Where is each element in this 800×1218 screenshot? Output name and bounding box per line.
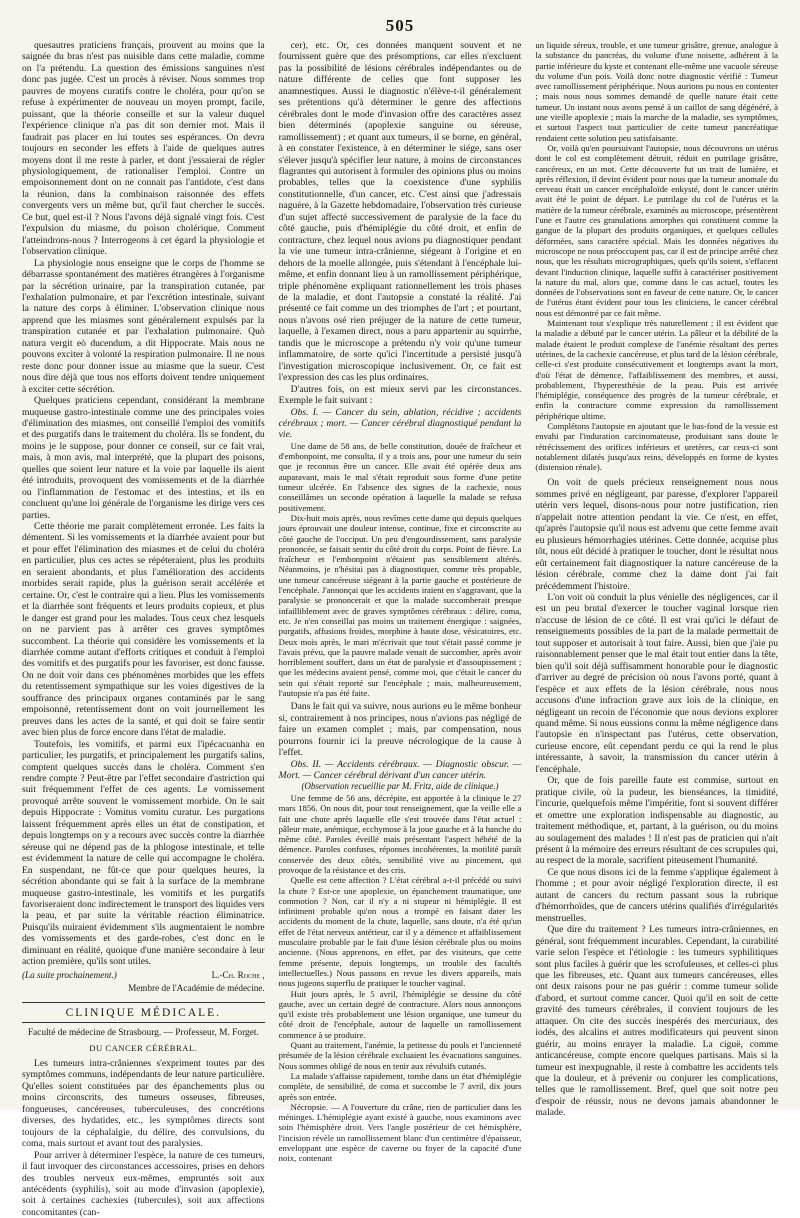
section-title: CLINIQUE MÉDICALE. (65, 1006, 222, 1019)
author-title-row (22, 983, 265, 994)
observation-heading: Obs. II. — Accidents cérébraux. — Diagnostic obscur. — Mort. — Cancer cérébral dérivant d'un cancer utérin. (278, 758, 522, 781)
continuation-note: (La suite prochainement.) (22, 969, 117, 980)
paragraph: Dans le fait qui va suivre, nous aurions eu le même bonheur si, contrairement à nos principes, nous n'avions pas négligé de faire un examen complet ; mais, par compensation, nous pourrons fournir ici la preuve nécrologique de la cause à l'effet. (278, 701, 522, 759)
paragraph: Pour arriver à déterminer l'espèce, la nature de ces tumeurs, il faut invoquer des circonstances accessoires, prises en dehors des troubles nerveux eux-mêmes, empruntés soit aux antécédents (syphilis), soit au mode d'invasion (apoplexie), soit à certaines cachexies (tubercules), soit aux affections concomitantes (can- (22, 1149, 265, 1218)
paragraph: Que dire du traitement ? Les tumeurs intra-crâniennes, en général, sont fréquemment incurables. Cependant, la curabilité varie selon l'espèce et l'étiologie : les tumeurs syphilitiques sont plus faciles à guérir que les scrofuleuses, et celles-ci plus que les fibreuses, etc. Quant aux tumeurs cancéreuses, elles ont deux raisons pour ne pas guérir : comme tumeur solide d'abord, et surtout comme cancer. Quoi qu'il en soit de cette gravité des tumeurs cérébrales, il convient toujours de les attaquer. On cite des succès inespérés des mercuriaux, des iodés, des alcalins et autres modificateurs qui peuvent sinon guérir, au moins enrayer la maladie. La ciguë, comme anticancéreuse, compte encore quelques partisans. Mais si la tumeur est inexpugnable, il reste à combattre les accidents tels que la douleur, et à prévenir ou conjurer les complications, telles que le ramollissement. Bref, quel que soit notre peu d'espoir de réussir, nous ne devons jamais abandonner le malade. (535, 924, 779, 1119)
paragraph: L'on voit où conduit la plus vénielle des négligences, car il est un peu brutal d'exercer le toucher vaginal lorsque rien n'accuse de lésion de ce côté. Il est vrai qu'ici le défaut de renseignements possibles de la part de la malade permettait de tout supposer et autorisait à tout faire. Aussi, bien que j'aie pu raisonnablement penser que le mal était tout entier dans la tête, bien qu'il soit déjà suffisamment honorable pour le diagnostic d'arriver au degré de précision où nous l'avons porté, quant à l'espèce et aux effets de la lésion cérébrale, nous nous accusons d'une infraction grave aux lois de la clinique, en négligeant un recoin de l'économie que nous devions explorer quand même. Si nous eussions connu la même négligence dans l'autopsie en n'inspectant pas l'utérus, cette observation, curieuse encore, eût cependant perdu ce qui la rend le plus intéressante, à savoir, la transmission du cancer utérin à l'encéphale. (535, 592, 779, 775)
paragraph: Huit jours après, le 5 avril, l'hémiplégie se dessine du côté gauche, avec un certain degré de contracture. Alors nous annonçons qu'il existe très probablement une lésion organique, une tumeur du côté droit de l'encéphale, autour de laquelle un ramollissement commence à se produire. (278, 988, 522, 1040)
observation-1-text (279, 441, 522, 698)
paragraph: Une dame de 58 ans, de belle constitution, douée de fraîcheur et d'embonpoint, me consulta, il y a trois ans, pour une tumeur du sein que je reconnus être un cancer. Elle avait été opérée deux ans auparavant, mais le mal s'était reproduit sous forme d'une petite tumeur ulcérée. En l'absence des signes de la cachexie, nous conseillâmes un seconde opération à laquelle la malade se refusa positivement. (278, 440, 522, 513)
divider (22, 1002, 265, 1003)
paragraph: La malade s'affaisse rapidement, tombe dans un état d'hémiplégie complète, de sensibilité, de coma et succombe le 7 avril, dix jours après son entrée. (278, 1070, 522, 1102)
paragraph: Maintenant tout s'explique très naturellement ; il est évident que la maladie a débuté par le cancer utérin. La pâleur et la débilité de la malade étaient le produit complexe de l'anémie résultant des pertes utérines, de la cachexie cancéreuse, et plus tard de la lésion cérébrale, celle-ci s'est produite consécutivement et longtemps avant la mort, d'où l'état de démence, l'affaiblissement des membres, et aussi, probablement, l'hyperesthésie de la peau. Puis est arrivée l'hémiplégie, conséquence des progrès de la tumeur cérébrale, et enfin la contracture comme expression du ramollissement périphérique ultime. (535, 318, 779, 421)
signature-block (22, 970, 265, 981)
paragraph: Or, que de fois pareille faute est commise, surtout en pratique civile, où la pudeur, les bienséances, la timidité, l'incurie, quelquefois même l'impéritie, font si souvent différer et omettre une exploration indispensable au diagnostic, au traitement méthodique, et, partant, à la guérison, ou du moins au soulagement des malades ! Il n'est pas de praticien qui n'ait présent à la mémoire des erreurs résultant de ces scrupules qui, au respect de la morale, sacrifient piteusement l'humanité. (535, 775, 779, 867)
paragraph: Quelques praticiens cependant, considérant la membrane muqueuse gastro-intestinale comme une des principales voies d'élimination des miasmes, ont conseillé l'emploi des vomitifs et des purgatifs dans le traitement du choléra. Ils se fondent, du moins je le suppose, pour donner ce conseil, sur ce fait vrai, mais, à mon avis, mal interprété, que la plupart des poisons, quelles que soient leur nature et la voie par laquelle ils aient été introduits, provoquent des vomissements et de la diarrhée ou l'inflammation de l'estomac et des intestins, et ils en concluent qu'une loi générale de l'organisme les dirige vers ces parties. (22, 395, 265, 521)
paragraph: On voit de quels précieux renseignement nous nous sommes privé en négligeant, par paresse, d'explorer l'appareil utérin vers lequel, disons-nous pour notre justification, rien n'appelait notre attention pendant la vie. Ce n'est, en effet, qu'après l'autopsie qu'il nous est advenu que cette femme avait eu plusieurs hémorrhagies utérines. Cette donnée, acquise plus tôt, nous eût décidé à pratiquer le toucher, dont le résultat nous eût certainement fait diagnostiquer la nature cancéreuse de la lésion cérébrale, comme chez la dame dont j'ai fait précédemment l'histoire. (535, 477, 779, 592)
paragraph: Complétons l'autopsie en ajoutant que le bas-fond de la vessie est envahi par l'induration carcinomateuse, produisant sans doute le rétrécissement des orifices inférieurs et uretères, car ceux-ci sont notablement dilatés jusqu'aux reins, développés en forme de kystes (distension rénale). (535, 420, 779, 473)
paragraph: D'autres fois, on est mieux servi par les circonstances. Exemple le fait suivant : (278, 383, 522, 407)
page-number: 505 (385, 16, 415, 35)
observation-2-continued (535, 40, 778, 472)
paragraph: La physiologie nous enseigne que le corps de l'homme se débarrasse spontanément des matières étrangères à l'organisme par la sécrétion urinaire, par la transpiration cutanée, par l'exhalation pulmonaire, et par l'excrétion intestinale, suivant la nature des corps à éliminer. L'observation clinique nous apprend que les miasmes sont généralement expulsés par la transpiration cutanée et par l'exhalation pulmonaire. Quò natura vergit eò ducendum, a dit Hippocrate. Mais nous ne pouvons exciter à volonté la respiration pulmonaire. Il ne nous reste donc pour donner issue au miasme que la sueur. C'est nous dire déjà que tous nos efforts doivent tendre uniquement à exciter cette sécrétion. (22, 257, 265, 395)
divider (22, 1022, 265, 1023)
paragraph: quesautres praticiens français, prouvent au moins que la saignée du bras n'est pas nuisible dans cette maladie, comme on l'a prétendu. La question des émissions sanguines n'est donc pas jugée. C'est un procès à réviser. Nous sommes trop pauvres de moyens curatifs contre le choléra, pour qu'on se refuse à expérimenter de nouveau un moyen prompt, facile, puissant, que la théorie conseille et sur la valeur duquel l'expérience clinique n'a pas dit son dernier mot. Mais il faudrait pas placer en lui toutes ses espérances. On devra toujours en seconder les effets à l'aide de quelques autres moyens dont il me reste à parler, et dont j'essaierai de régler physiologiquement, de rationaliser l'emploi. Contre un empoisonnement dont on ne connait pas l'antidote, c'est dans la réunion, dans la combinaison raisonnée des effets convergents vers un même but, qu'il faut chercher le succès. Ce but, quel est-il ? Nous l'avons déjà signalé vingt fois. C'est l'expulsion du miasme, du poison cholérique. Comment l'atteindrons-nous ? Interrogeons à cet égard la physiologie et l'observation clinique. (22, 40, 265, 258)
observation-2-text (279, 793, 522, 1164)
paragraph: Nécropsie. — A l'ouverture du crâne, rien de particulier dans les méninges. L'hémiplégie ayant existé à gauche, nous examinons avec soin l'hémisphère droit. Vers l'angle postérieur de cet hémisphère, l'incision révèle un ramollissement blanc d'un centimètre d'épaisseur, enveloppant une espèce de caverne ou foyer de la capacité d'une noix, contenant (278, 1101, 522, 1164)
observation-note: (Observation recueillie par M. Fritz, aide de clinique.) (301, 781, 499, 792)
paragraph: Une femme de 56 ans, décrépite, est apportée à la clinique le 27 mars 1856. On nous dit, pour tout renseignement, que la veille elle a fait une chute après laquelle elle s'est trouvée dans l'état actuel : pâleur mate, anémique, ecchymose à la joue gauche et à la hanche du même côté. Paroles éveillé mais présentant l'aspect hébété de la démence. Paroles confuses, réponses incohérentes, la motilité paraît conservée des deux côtés, sensibilité vive au pincement, qui provoque de la résistance et des cris. (278, 792, 522, 875)
column-2 (278, 40, 522, 1164)
paragraph: cer), etc. Or, ces données manquent souvent et ne fournissent guère que des présomptions, car elles n'excluent pas la possibilité de lésions cérébrales indépendantes ou de nature différente de celles que font supposer les anamnestiques. Aussi le diagnostic n'élève-t-il généralement ses prétentions qu'à déterminer le genre des affections cérébrales dont le mode d'invasion offre des caractères assez bien déterminés (apoplexie sanguine ou séreuse, ramollissement) ; et quant aux tumeurs, il se borne, en général, à en constater l'existence, à en déterminer le siége, sans oser s'élever jusqu'à spécifier leur nature, à moins de circonstances flagrantes qui autorisent à formuler des opinions plus ou moins probables, telles que la coexistence d'une syphilis constitutionnelle, d'un cancer, etc. C'est ainsi que j'adressais naguère, à la Gazette hebdomadaire, l'observation très curieuse d'un sujet affecté successivement de paralysie de la face du côté gauche, puis d'hémiplégie du côté droit, et enfin de contracture, chez lequel nous avions pu diagnostiquer pendant la vie une tumeur intra-crânienne, siégeant à l'origine et en dehors de la moelle allongée, puis s'étendant à l'encéphale lui-même, et enfin donnant lieu à un ramollissement périphérique, triple phénomène expliquant rationnellement les trois phases de la maladie, et dont l'autopsie a constaté la réalité. J'ai présenté ce fait comme un des triomphes de l'art ; et pourtant, nous n'avons osé rien préjuger de la nature de cette tumeur, laquelle, à l'examen direct, nous a paru appartenir au squirrhe, tandis que le microscope a prétendu n'y voir qu'une tumeur inflammatoire, de sorte qu'ici l'incertitude a persisté jusqu'à l'investigation microscopique inclusivement. Or, ce fait est l'expression des cas les plus ordinaires. (278, 40, 522, 384)
paragraph: Quelle est cette affection ? L'état cérébral a-t-il précédé ou suivi la chute ? Est-ce une apoplexie, un épanchement traumatique, une commotion ? Non, car il n'y a ni stupeur ni hémiplégie. Il est infiniment probable qu'on nous a trompé en faisant dater les accidents du moment de la chute, laquelle, sans doute, n'a été qu'un effet de l'état nerveux antérieur, car il y a démence et affaiblissement musculaire probable par le fait d'une lésion cérébrale plus ou moins ancienne. (Nous apprenons, en effet, par des visiteurs, que cette femme présente, depuis longtemps, un trouble des facultés intellectuelles.) Nous passons en revue les divers appareils, mais nous jugeons superflu de pratiquer le toucher vaginal. (278, 875, 522, 989)
col1-paragraphs (22, 40, 265, 968)
observation-heading: Obs. I. — Cancer du sein, ablation, récidive ; accidents cérébraux ; mort. — Cancer cérébral diagnostiqué pendant la vie. (278, 406, 522, 441)
columns (22, 40, 779, 1218)
column-1 (22, 40, 265, 1218)
author-name: L.-Ch. Roche , (211, 969, 265, 980)
paragraph: Les tumeurs intra-crâniennes s'expriment toutes par des symptômes communs, indépendants de leur nature particulière. Qu'elles soient constituées par des épanchements plus ou moins circonscrits, des tumeurs osseuses, fibreuses, fongueuses, cancéreuses, tuberculeuses, des concrétions diverses, des hydatides, etc., les symptômes directs sont toujours de la céphalalgie, du délire, des convulsions, du coma, mais surtout et avant tout des paralysies. (22, 1057, 265, 1150)
author-title: Membre de l'Académie de médecine. (128, 983, 265, 994)
faculty-line: Faculté de médecine de Strasbourg. — Professeur, M. Forget. (27, 1028, 259, 1039)
article-title: DU CANCER CÉRÉBRAL. (89, 1042, 198, 1053)
paragraph: Or, voilà qu'en poursuivant l'autopsie, nous découvrons un utérus dont le col est complètement détruit, réduit en putrilage grisâtre, cancéreux, en un mot. Cette découverte fut un trait de lumière, et après réflexion, il devint évident pour nous que la tumeur anomale du cerveau était un cancer encéphaloïde enkysté, dont le cancer utérin avait été le point de départ. Le putrilage du col de l'utérus et la matière de la tumeur cérébrale, examinés au microscope, présentèrent l'une et l'autre ces granulations amorphes qui constituent comme la gangue de la plupart des produits organiques, et quelques cellules déformées, sans caractère spécial. Mais les données négatives du microscope ne nous préoccupent pas, car il est de principe arrêté chez nous, que les résultats micrographiques, quels qu'ils soient, s'effacent devant l'induction clinique, laquelle suffit à caractériser positivement la nature du mal, alors que, comme dans le cas actuel, toutes les données de l'observations sont en faveur de cette nature. Or, le cancer de l'utérus étant évident pour tous les cliniciens, le cancer cérébral nous est démontré par ce fait même. (535, 142, 779, 318)
paragraph: un liquide séreux, trouble, et une tumeur grisâtre, grenue, analogue à la substance du pancréas, du volume d'une noisette, adhérent à la partie inférieure du kyste et contenant elle-même une vacuole séreuse du volume d'un pois. Voilà donc notre diagnostic vérifié : Tumeur avec ramollissement périphérique. Nous aurions pu nous en contenter ; mais nous nous sommes demandé de quelle nature était cette tumeur. Un instant nous avons pensé à un caillot de sang dégénéré, à une vieille apoplexie ; mais la marche de la maladie, ses symptômes, et surtout l'aspect tout particulier de cette tumeur pancréatique rendaient cette solution peu satisfaisante. (535, 40, 779, 143)
paragraph: Toutefois, les vomitifs, et parmi eux l'ipécacuanha en particulier, les purgatifs, et principalement les purgatifs salins, comptent quelques succès dans le choléra. Comment s'en rendre compte ? Peut-être par l'effet secondaire d'astriction qui suit fréquemment l'effet de ces agents. Le vomissement provoqué arrête souvent le vomissement morbide. On le sait depuis Hippocrate : Vomitus vomitu curatur. Les purgations laissent fréquemment après elles un état de constipation, et depuis longtemps on y a recours avec succès contre la diarrhée séreuse qui ne dépend pas de la phlogose intestinale, et telle est évidemment la nature de celle qui accompagne le choléra. En suspendant, ne fût-ce que pour quelques heures, la sécrétion abondante qui se fait à la surface de la membrane muqueuse gastro-intestinale, les vomitifs et les purgatifs favoriseraient donc indirectement le transport des liquides vers la peau, et par suite la véritable réaction éliminatrice. Puisqu'ils nuiraient évidemment s'ils augmentaient le nombre des vomissements et des garde-robes, c'est donc en le diminuant en réalité, quoique d'une manière secondaire à leur action première, qu'ils sont utiles. (22, 738, 265, 968)
paragraph: Cette théorie me parait complètement erronée. Les faits la démentent. Si les vomissements et la diarrhée avaient pour but et pour effet l'élimination des miasmes et de celui du choléra en particulier, plus ces actes se répéteraient, plus les produits en seraient abondants, et plus l'amélioration des accidents morbides serait rapide, plus la guérison serait accélérée et certaine. Or, c'est le contraire qui a lieu. Plus les vomissements et la diarrhée sont fréquents et leurs produits copieux, et plus le danger est grand pour les malades. Tous ceux chez lesquels on ne parvient pas à arrêter ces graves symptômes succombent. La théorie qui considère les vomissements et la diarrhée comme autant d'efforts critiques et conduit à l'emploi des vomitifs et des purgatifs pour les favoriser, est donc fausse. On ne doit voir dans ces phénomènes morbides que les effets du retentissement sympathique sur les voies digestives de la souffrance des principaux organes contaminés par le sang empoisonné, retentissement dont on voit journellement les preuves dans les actes de la santé, et qui doit se faire sentir avec bien plus de force encore dans l'état de maladie. (22, 521, 265, 739)
paragraph: Quant au traitement, l'anémie, la petitesse du pouls et l'ancienneté présumée de la lésion cérébrale excluaient les évacuations sanguines. Nous sommes obligé de nous en tenir aux révulsifs cutanés. (278, 1040, 522, 1071)
column-3 (535, 40, 778, 1118)
paragraph: Ce que nous disons ici de la femme s'applique également à l'homme ; et pour avoir négligé l'exploration directe, il est autant de cancers du rectum passant sous la rubrique d'hémorrhoïdes, que de cancers utérins qualifiés d'irrégularités menstruelles. (535, 866, 779, 924)
paragraph: Dix-huit mois après, nous revîmes cette dame qui depuis quelques jours éprouvait une douleur intense, continue, fixe et circonscrite au côté gauche de l'occiput. Un peu d'engourdissement, sans paralysie prononcée, se faisait sentir du côté droit du corps. Point de fièvre. La fraîcheur et l'embonpoint n'étaient pas sensiblement altérés. Néanmoins, je n'hésitai pas à diagnostiquer, comme très propable, une tumeur cancéreuse siégeant à la partie gauche et postérieure de l'encéphale. J'annonçai que les accidents iraient en s'aggravant, que la paralysie se prononcerait et que la malade succomberait presque infailliblement avec de graves symptômes cérébraux : délire, coma, etc. Je n'en conseillai pas moins un traitement énergique : saignées, purgatifs, affusions froides, morphine à haute dose, vésicatoires, etc. Deux mois après, le mari m'écrivait que tout s'était passé comme je l'avais prévu, que la pauvre malade venait de succomber, après avoir horriblement souffert, dans un état de paralysie et d'assoupissement ; que les médecins avaient pensé, comme moi, que c'était le cancer du sein qui s'était reporté sur l'encéphale ; mais, malheureusement, l'autopsie n'a pas été faite. (278, 512, 522, 698)
